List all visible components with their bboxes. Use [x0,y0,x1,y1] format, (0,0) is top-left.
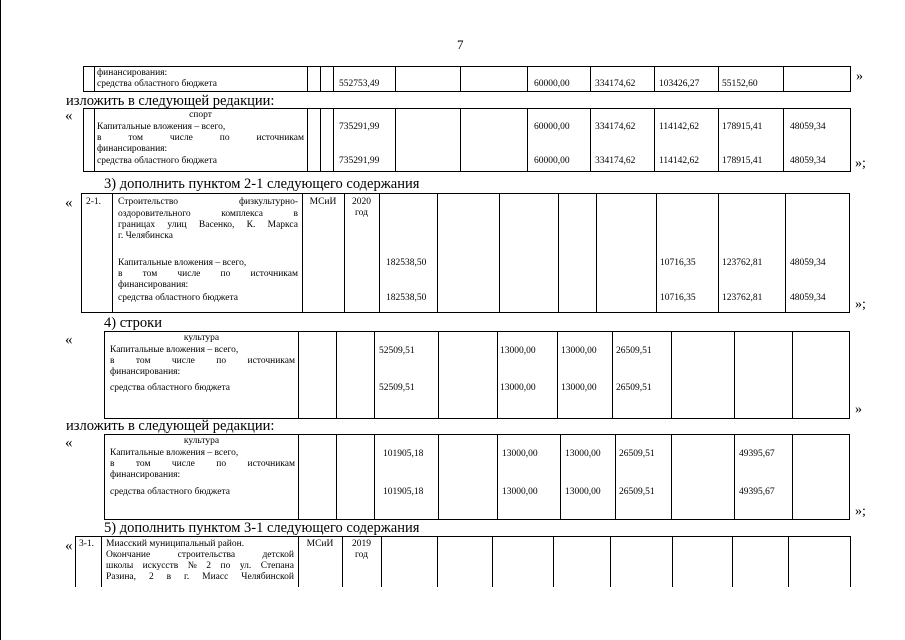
opening-quote: « [65,435,73,451]
object-name-line-4: Разина, 2 в г. Миасс Челябинской [106,572,294,582]
value-col-b: 334174,62 [595,122,636,132]
value-col-a: 60000,00 [534,156,570,166]
table-block-1 [83,66,851,92]
value-col-a: 13000,00 [500,346,536,356]
item-3-heading: 3) дополнить пунктом 2-1 следующего содержания [104,176,420,192]
value-col-b: 334174,62 [595,156,636,166]
value-col-c: 48059,34 [790,258,826,268]
section-title: культура [183,333,220,343]
value-col-d: 178915,41 [722,156,763,166]
value-total: 101905,18 [383,449,424,459]
value-col-b: 13000,00 [561,346,597,356]
table-block-3 [81,193,850,313]
value-col-a: 10716,35 [660,293,696,303]
value-total: 735291,99 [339,156,380,166]
year: 2019 [352,539,371,549]
regional-budget-label: средства областного бюджета [110,487,230,497]
item-number: 2-1. [86,197,102,207]
value-col-c: 48059,34 [790,293,826,303]
closing-quote: »; [855,156,866,171]
value-col-b: 334174,62 [595,79,636,89]
table-block-6 [75,536,851,587]
page-number: 7 [457,37,464,52]
section-title: спорт [189,110,212,120]
value-col-c: 26509,51 [619,449,655,459]
regional-budget-label: средства областного бюджета [118,293,238,303]
regional-budget-label: средства областного бюджета [97,79,217,89]
object-name-line-1: Строительство физкультурно- [118,197,298,207]
value-col-a: 13000,00 [502,487,538,497]
opening-quote: « [65,195,73,211]
organization: МСиИ [306,539,334,549]
financing-label: финансирования: [97,68,168,78]
item-5-heading: 5) дополнить пунктом 3-1 следующего содержания [104,520,420,536]
value-col-c: 26509,51 [616,346,652,356]
object-name-line-2: Окончание строительства детской [106,550,294,560]
value-total: 52509,51 [379,346,415,356]
value-total: 52509,51 [379,383,415,393]
capital-investment-label: Капитальные вложения – всего, [97,122,226,132]
edit-instruction-2: изложить в следующей редакции: [66,418,275,434]
value-col-b: 13000,00 [565,449,601,459]
sources-line: в том числе по источникам [110,459,295,469]
value-col-c: 114142,62 [659,156,700,166]
sources-line: в том числе по источникам [118,269,298,279]
table-block-2 [83,108,851,172]
value-col-a: 60000,00 [534,122,570,132]
value-col-c: 114142,62 [659,122,700,132]
object-name-line-1: Миасский муниципальный район. [106,539,245,549]
page-left-border [0,0,1,640]
value-col-b: 123762,81 [722,293,763,303]
closing-quote: »; [855,504,866,519]
capital-investment-label: Капитальные вложения – всего, [110,345,239,355]
value-col-d: 178915,41 [722,122,763,132]
object-name-line-3: границах улиц Васенко, К. Маркса [118,220,298,230]
opening-quote: « [65,538,73,554]
value-col-a: 13000,00 [500,383,536,393]
value-col-b: 13000,00 [561,383,597,393]
sources-line: в том числе по источникам [97,133,304,143]
value-col-d: 49395,67 [739,449,775,459]
table-block-5 [104,434,850,520]
value-total: 182538,50 [386,293,427,303]
capital-investment-label: Капитальные вложения – всего, [118,258,247,268]
value-col-e: 48059,34 [790,122,826,132]
edit-instruction-1: изложить в следующей редакции: [66,93,275,109]
financing-label: финансирования: [118,280,189,290]
closing-quote: »; [855,297,866,312]
sources-line: в том числе по источникам [110,356,295,366]
value-col-e: 48059,34 [790,156,826,166]
value-col-d: 49395,67 [739,487,775,497]
financing-label: финансирования: [97,144,168,154]
regional-budget-label: средства областного бюджета [110,383,230,393]
regional-budget-label: средства областного бюджета [97,156,217,166]
value-col-c: 26509,51 [619,487,655,497]
value-total: 735291,99 [339,122,380,132]
item-4-heading: 4) строки [104,315,162,331]
table-block-4 [104,331,850,419]
value-col-a: 60000,00 [534,79,570,89]
closing-quote: » [856,69,863,84]
year-suffix: год [355,208,368,218]
object-name-line-3: школы искусств № 2 по ул. Степана [106,561,294,571]
closing-quote: » [855,402,862,417]
value-total: 552753,49 [339,79,380,89]
opening-quote: « [65,332,73,348]
value-col-a: 10716,35 [660,258,696,268]
value-total: 101905,18 [383,487,424,497]
value-col-d: 55152,60 [722,79,758,89]
organization: МСиИ [309,197,337,207]
value-col-a: 13000,00 [502,449,538,459]
section-title: культура [183,436,220,446]
financing-label: финансирования: [110,470,181,480]
value-col-c: 103426,27 [659,79,700,89]
financing-label: финансирования: [110,367,181,377]
object-name-line-2: оздоровительного комплекса в [118,209,298,219]
opening-quote: « [65,108,73,124]
value-col-c: 26509,51 [616,383,652,393]
item-number: 3-1. [79,539,95,549]
year-suffix: год [355,550,368,560]
capital-investment-label: Капитальные вложения – всего, [110,448,239,458]
value-col-b: 13000,00 [565,487,601,497]
year: 2020 [352,197,371,207]
value-total: 182538,50 [386,258,427,268]
object-name-line-4: г. Челябинска [118,231,173,241]
value-col-b: 123762,81 [722,258,763,268]
